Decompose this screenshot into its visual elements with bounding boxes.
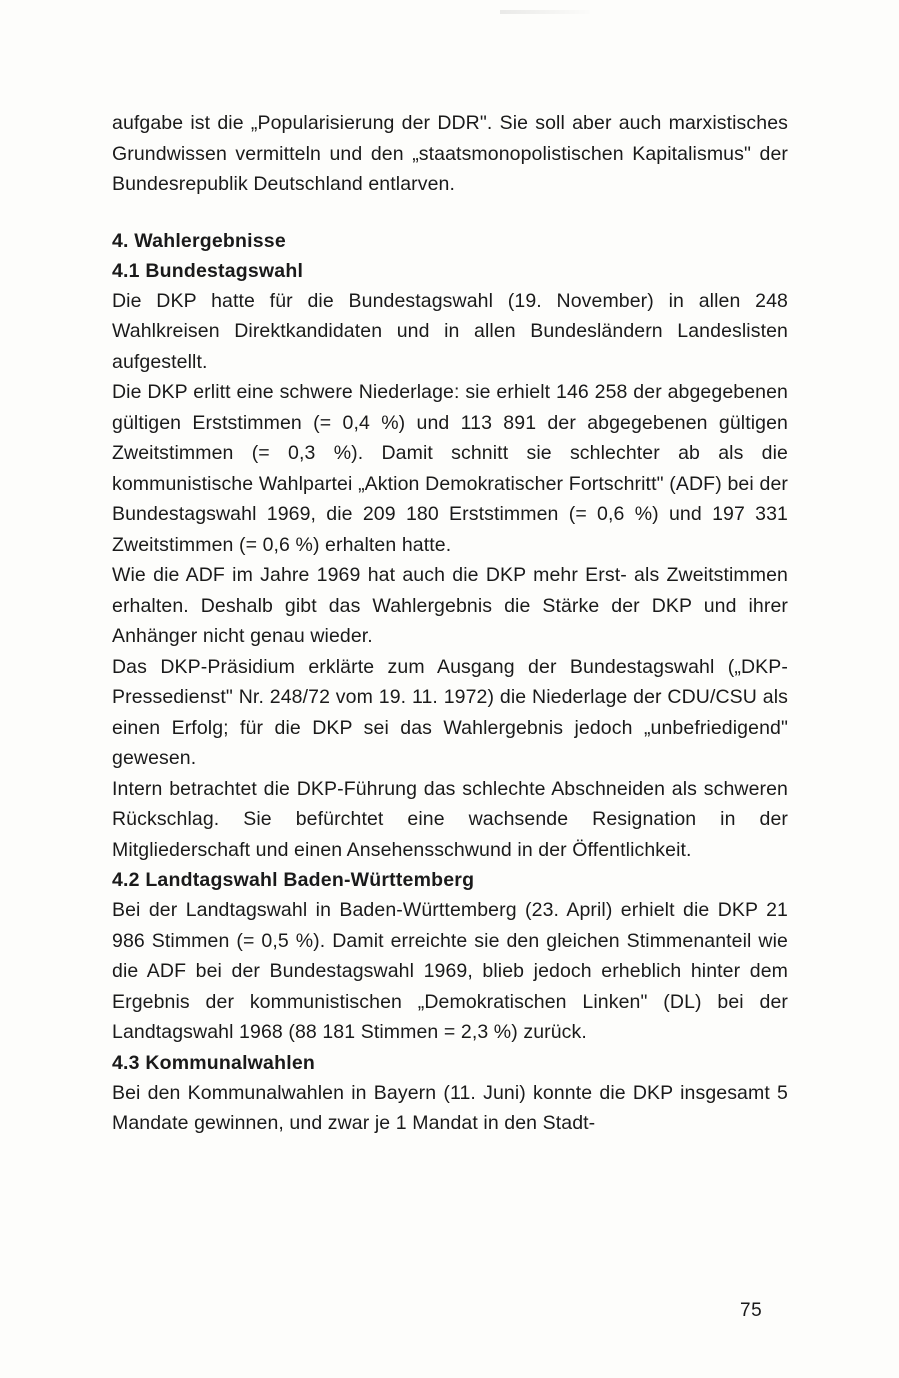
page-number: 75 <box>740 1300 763 1321</box>
section-4-1-paragraph-3: Wie die ADF im Jahre 1969 hat auch die DKP mehr Erst- als Zweitstimmen erhalten. Deshalb gibt das Wahlergebnis die Stärke der DKP und ihrer Anhänger nicht genau wieder. <box>112 564 788 647</box>
section-heading-4-2: 4.2 Landtagswahl Baden-Württemberg <box>112 869 475 891</box>
section-heading-4-1: 4.1 Bundestagswahl <box>112 259 304 282</box>
section-4-1-paragraph-1: Die DKP hatte für die Bundestagswahl (19. November) in allen 248 Wahlkreisen Direktkandidaten und in allen Bundesländern Landeslisten aufgestellt. <box>112 289 788 373</box>
section-4-2-paragraph-1: Bei der Landtagswahl in Baden-Württemberg (23. April) erhielt die DKP 21 986 Stimmen (= 0,5 %). Damit erreichte sie den gleichen Stimmenanteil wie die ADF bei der Bundestagswahl 1969, blieb jedoch erheblich hinter dem Ergebnis der kommunistischen „Demokratischen Linken" (DL) bei der Landtagswahl 1968 (88 181 Stimmen = 2,3 %) zurück. <box>112 899 788 1043</box>
section-4-1-paragraph-2: Die DKP erlitt eine schwere Niederlage: sie erhielt 146 258 der abgegebenen gültigen Erststimmen (= 0,4 %) und 113 891 der abgegebenen gültigen Zweitstimmen (= 0,3 %). Damit schnitt sie schlechter ab als die kommunistische Wahlpartei „Aktion Demokratischer Fortschritt" (ADF) bei der Bundestagswahl 1969, die 209 180 Erststimmen (= 0,6 %) und 197 331 Zweitstimmen (= 0,6 %) erhalten hatte. <box>112 381 788 556</box>
page-content <box>112 108 788 1139</box>
section-heading-4-3: 4.3 Kommunalwahlen <box>112 1051 315 1074</box>
section-heading-4: 4. Wahlergebnisse <box>112 229 286 252</box>
section-4-1-paragraph-5: Intern betrachtet die DKP-Führung das schlechte Abschneiden als schweren Rückschlag. Sie befürchtet eine wachsende Resignation in der Mitgliederschaft und einen Ansehensschwund in der Öffentlichkeit. <box>112 777 788 861</box>
intro-paragraph: aufgabe ist die „Popularisierung der DDR". Sie soll aber auch marxistisches Grundwissen vermitteln und den „staatsmonopolistischen Kapitalismus" der Bundesrepublik Deutschland entlarven. <box>112 112 788 195</box>
section-4-1-paragraph-4: Das DKP-Präsidium erklärte zum Ausgang der Bundestagswahl („DKP-Pressedienst" Nr. 248/72 vom 19. 11. 1972) die Niederlage der CDU/CSU als einen Erfolg; für die DKP sei das Wahlergebnis jedoch „unbefriedigend" gewesen. <box>112 655 788 769</box>
section-4-3-paragraph-1: Bei den Kommunalwahlen in Bayern (11. Juni) konnte die DKP insgesamt 5 Mandate gewinnen, und zwar je 1 Mandat in den Stadt- <box>112 1081 788 1134</box>
scan-artifact <box>500 10 590 14</box>
